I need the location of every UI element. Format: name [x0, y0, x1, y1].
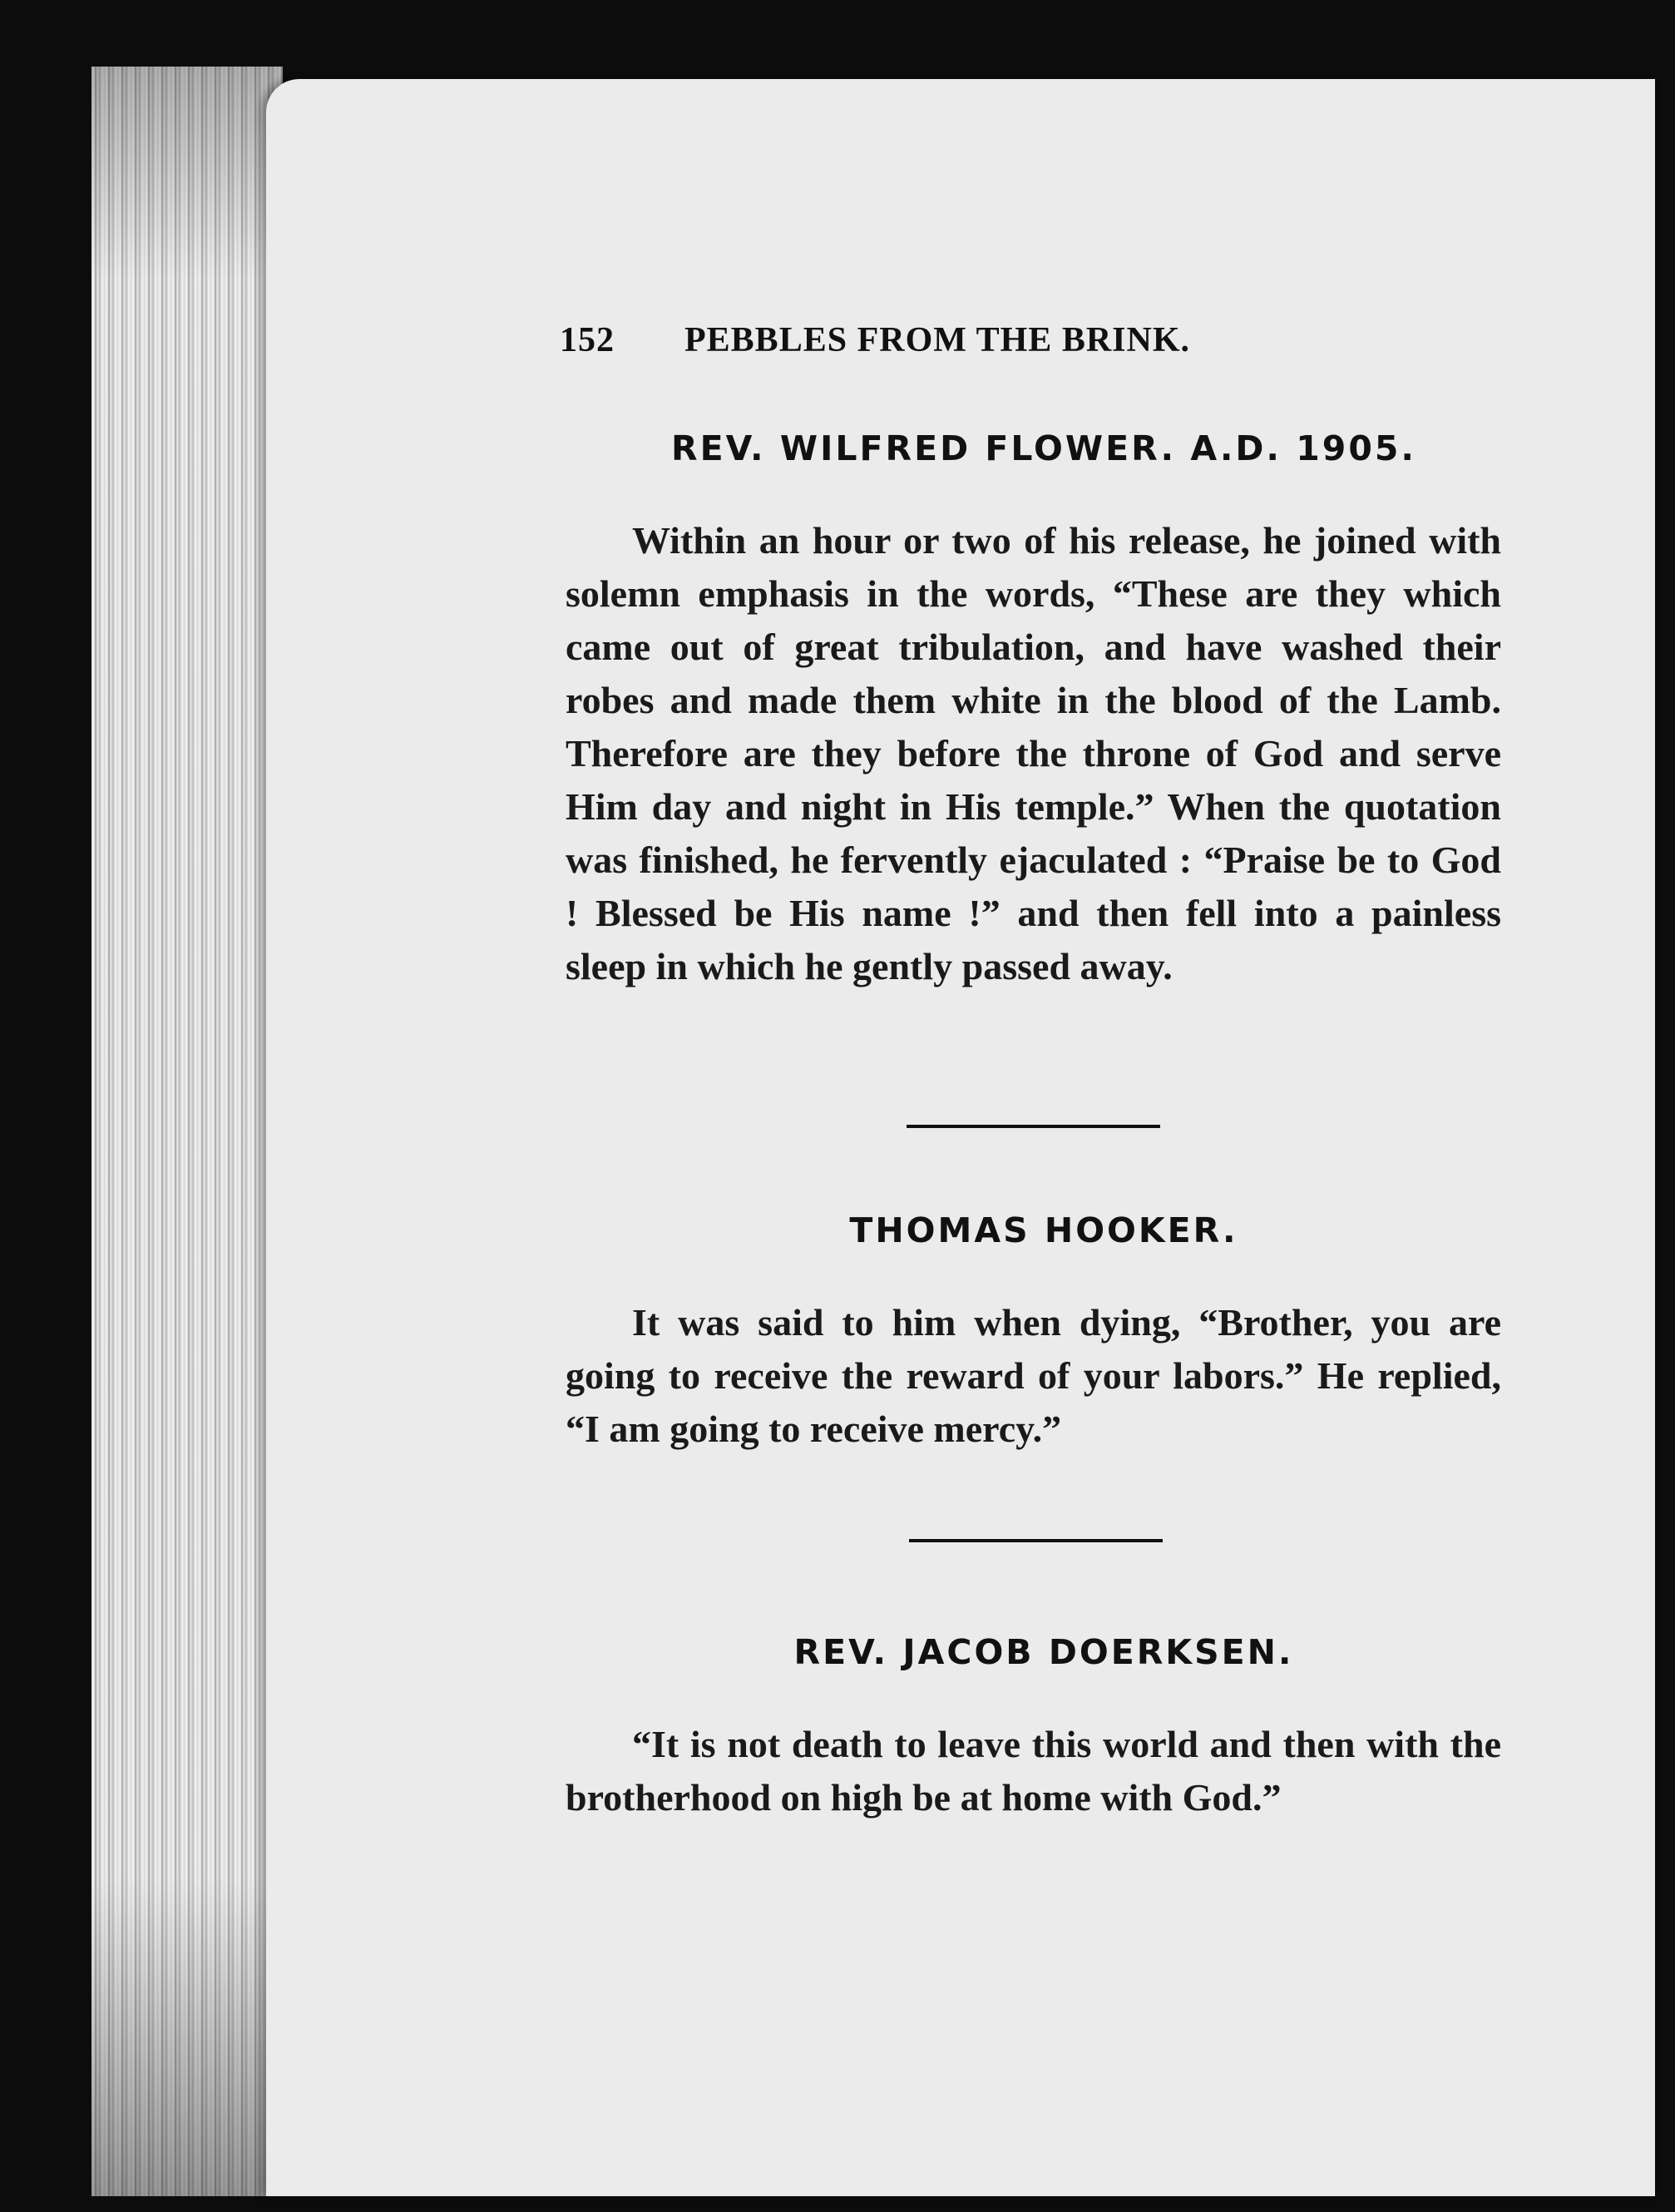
section-divider [907, 1125, 1160, 1128]
section-text-flower: Within an hour or two of his release, he joined with solemn emphasis in the words, “These are they which came out of great tribulation, and have washed their robes and made them white in the blood of the Lamb. Therefore are they before the throne of God and serve Him day and night in His temple.” When the quotation was finished, he fervently ejaculated : “Praise be to God ! Blessed be His name !” and then fell into a painless sleep in which he gently passed away. [566, 519, 1501, 987]
section-heading-hooker: THOMAS HOOKER. [849, 1210, 1238, 1250]
section-divider [909, 1539, 1163, 1542]
running-header [560, 320, 1350, 360]
section-text-doerksen: “It is not death to leave this world and then with the brotherhood on high be at home with God.” [566, 1723, 1501, 1819]
book-page [266, 79, 1655, 2196]
page-number: 152 [560, 321, 615, 359]
page-edges [91, 67, 283, 2196]
section-heading-flower: REV. WILFRED FLOWER. A.D. 1905. [671, 428, 1416, 468]
section-heading-doerksen: REV. JACOB DOERKSEN. [793, 1632, 1294, 1672]
running-title: PEBBLES FROM THE BRINK. [684, 321, 1191, 359]
section-text-hooker: It was said to him when dying, “Brother, you are going to receive the reward of your labors.” He replied, “I am going to receive mercy.” [566, 1301, 1501, 1450]
